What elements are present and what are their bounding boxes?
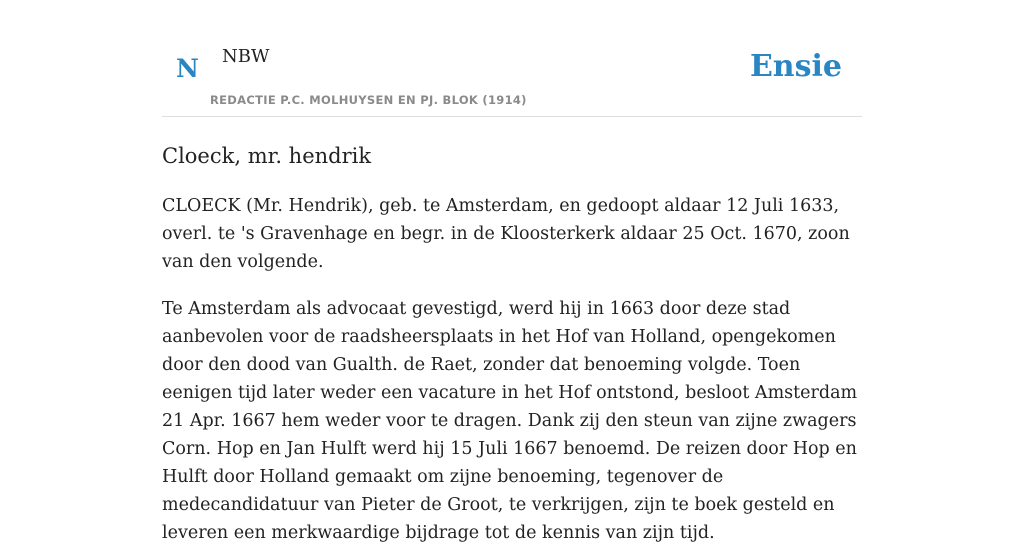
source-logo[interactable]: N	[176, 54, 199, 83]
source-name[interactable]: NBW	[222, 46, 270, 67]
document-page	[162, 0, 862, 543]
source-editors: REDACTIE P.C. MOLHUYSEN EN PJ. BLOK (1914)	[210, 93, 527, 107]
source-header	[162, 0, 862, 117]
article-paragraph: CLOECK (Mr. Hendrik), geb. te Amsterdam, en gedoopt aldaar 12 Juli 1633, overl. te 's Gravenhage en begr. in de Kloosterkerk aldaar 25 Oct. 1670, zoon van den volgende.	[162, 196, 850, 272]
brand-logo[interactable]: Ensie	[749, 49, 842, 84]
article-paragraph: Te Amsterdam als advocaat gevestigd, werd hij in 1663 door deze stad aanbevolen voor de raadsheersplaats in het Hof van Holland, opengekomen door den dood van Gualth. de Raet, zonder dat benoeming volgde. Toen eenigen tijd later weder een vacature in het Hof ontstond, besloot Amsterdam 21 Apr. 1667 hem weder voor te dragen. Dank zij den steun van zijne zwagers Corn. Hop en Jan Hulft werd hij 15 Juli 1667 benoemd. De reizen door Hop en Hulft door Holland gemaakt om zijne benoeming, tegenover de medecandidatuur van Pieter de Groot, te verkrijgen, zijn te boek gesteld en leveren een merkwaardige bijdrage tot de kennis van zijn tijd.	[162, 299, 858, 543]
article-title: Cloeck, mr. hendrik	[162, 144, 372, 168]
